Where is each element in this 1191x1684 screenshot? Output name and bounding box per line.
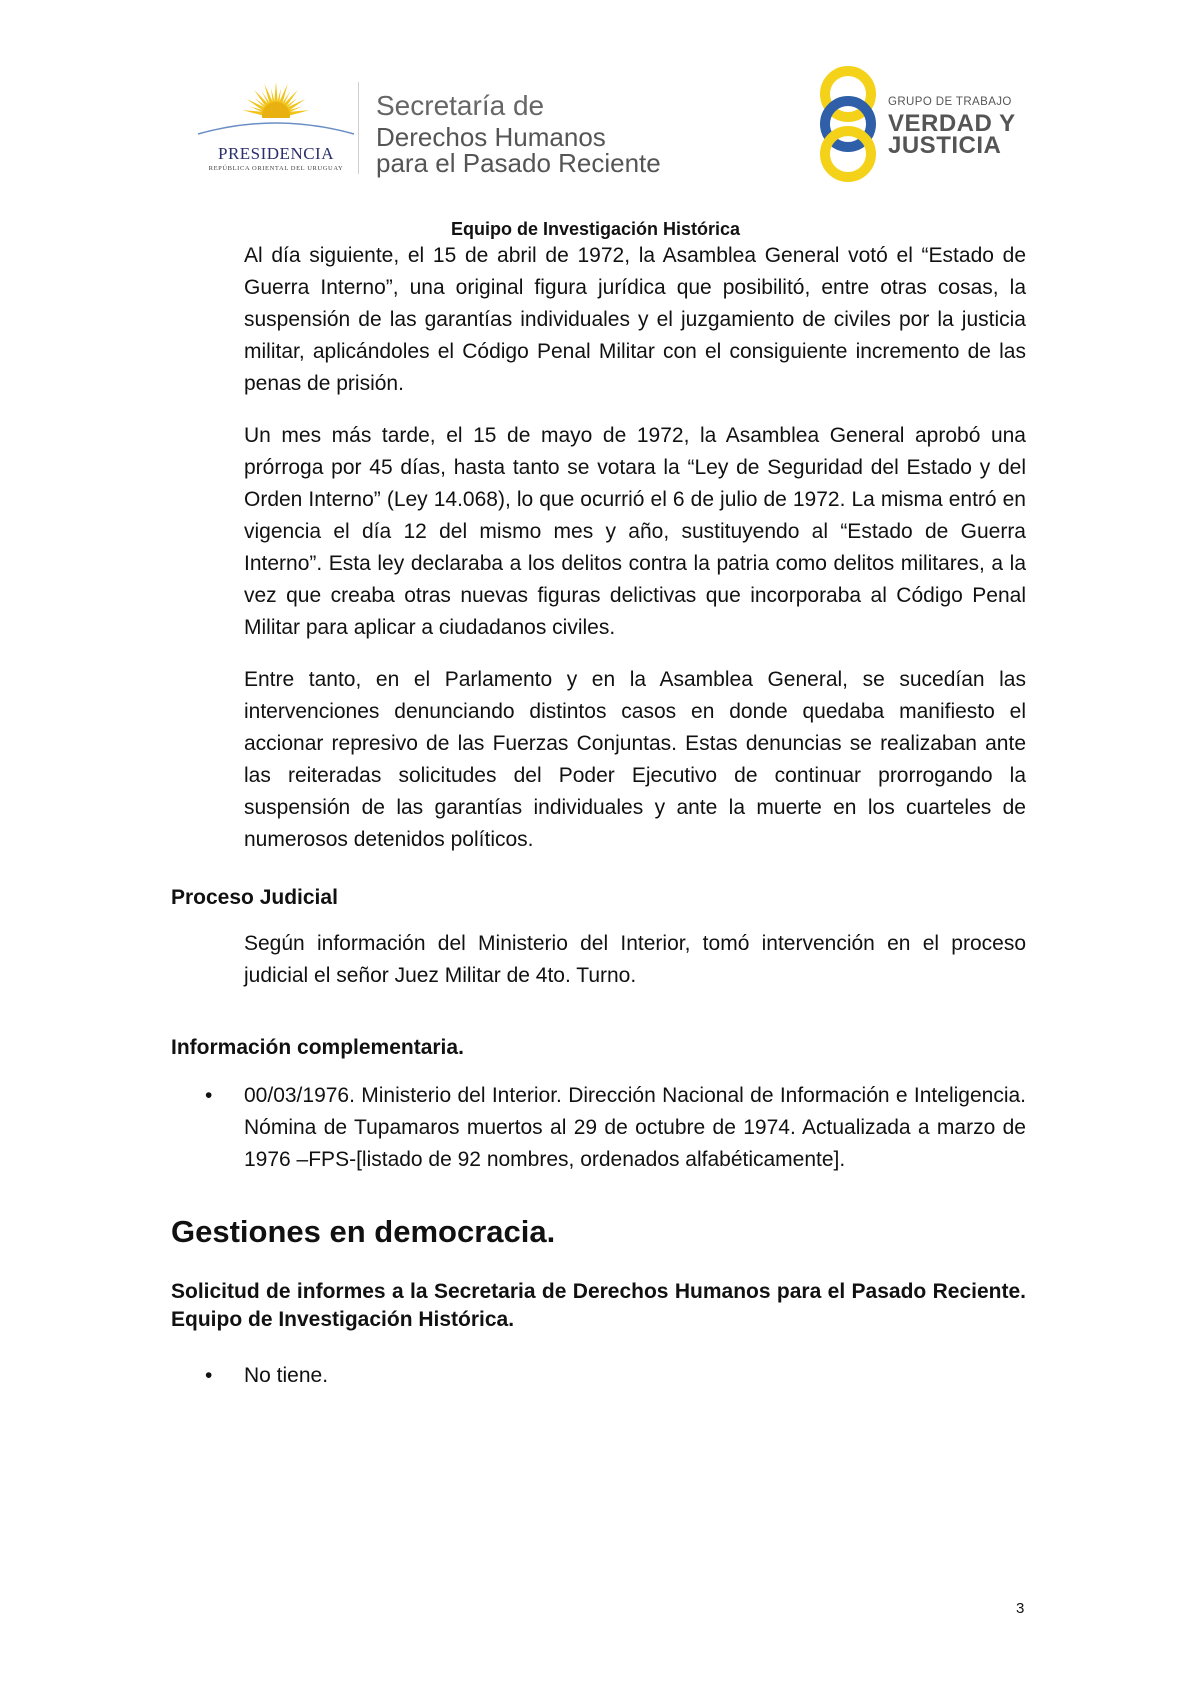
verdad-justicia-rings-logo [812,62,892,186]
list-item-solicitud [171,1360,1026,1392]
bullet-marker: • [205,1084,213,1107]
gtvj-title-line-1: VERDAD Y [888,110,1016,137]
secretaria-line-1: Secretaría de [376,90,545,121]
gtvj-title-line-2: JUSTICIA [888,132,1002,159]
list-item-informacion [171,1080,1026,1176]
paragraph-estado-guerra: Al día siguiente, el 15 de abril de 1972, la Asamblea General votó el “Estado de Guerra Interno”, una original figura jurídica que posibilitó, entre otras cosas, la suspensión de las garantías individuales y el juzgamiento de civiles por la justicia militar, aplicándoles el Código Penal Militar con el consiguiente incremento de las penas de prisión. [244,244,1026,395]
bullet-marker: • [205,1364,213,1387]
presidencia-subtitle: REPÚBLICA ORIENTAL DEL URUGUAY [208,165,344,172]
header-divider [358,82,359,174]
team-title: Equipo de Investigación Histórica [450,219,741,239]
paragraph-proceso-judicial: Según información del Ministerio del Interior, tomó intervención en el proceso judicial el señor Juez Militar de 4to. Turno. [244,932,1026,987]
presidencia-label: PRESIDENCIA [217,144,334,163]
paragraph-ley-seguridad: Un mes más tarde, el 15 de mayo de 1972, la Asamblea General aprobó una prórroga por 45 días, hasta tanto se votara la “Ley de Seguridad del Estado y del Orden Interno” (Ley 14.068), lo que ocurrió el 6 de julio de 1972. La misma entró en vigencia el día 12 del mismo mes y año, sustituyendo al “Estado de Guerra Interno”. Esta ley declaraba a los delitos contra la patria como delitos militares, a la vez que creaba otras nuevas figuras delictivas que incorporaba al Código Penal Militar para aplicar a ciudadanos civiles. [244,424,1026,639]
paragraph-parlamento: Entre tanto, en el Parlamento y en la Asamblea General, se sucedían las intervenciones denunciando distintos casos en donde quedaba manifiesto el accionar represivo de las Fuerzas Conjuntas. Estas denuncias se realizaban ante las reiteradas solicitudes del Poder Ejecutivo de continuar prorrogando la suspensión de las garantías individuales y ante la muerte en los cuarteles de numerosos detenidos políticos. [244,668,1026,851]
page-header [0,0,1191,220]
heading-proceso-judicial: Proceso Judicial [171,886,338,909]
heading-solicitud-informes: Solicitud de informes a la Secretaria de Derechos Humanos para el Pasado Reciente. Equipo de Investigación Histórica. [171,1280,1026,1331]
gtvj-small-label: GRUPO DE TRABAJO [888,96,1012,108]
heading-gestiones-democracia: Gestiones en democracia. [171,1214,556,1249]
document-body [171,240,1026,1392]
secretaria-line-2: Derechos Humanos [376,122,606,152]
heading-informacion-complementaria: Información complementaria. [171,1036,464,1059]
page-number: 3 [1016,1600,1025,1617]
bullet-text-informacion: 00/03/1976. Ministerio del Interior. Dirección Nacional de Información e Inteligencia. Nómina de Tupamaros muertos al 29 de octubre de 1974. Actualizada a marzo de 1976 –FPS-[listado de 92 nombres, ordenados alfabéticamente]. [244,1084,1026,1171]
secretaria-line-3: para el Pasado Reciente [376,148,661,178]
bullet-text-solicitud: No tiene. [244,1364,329,1387]
